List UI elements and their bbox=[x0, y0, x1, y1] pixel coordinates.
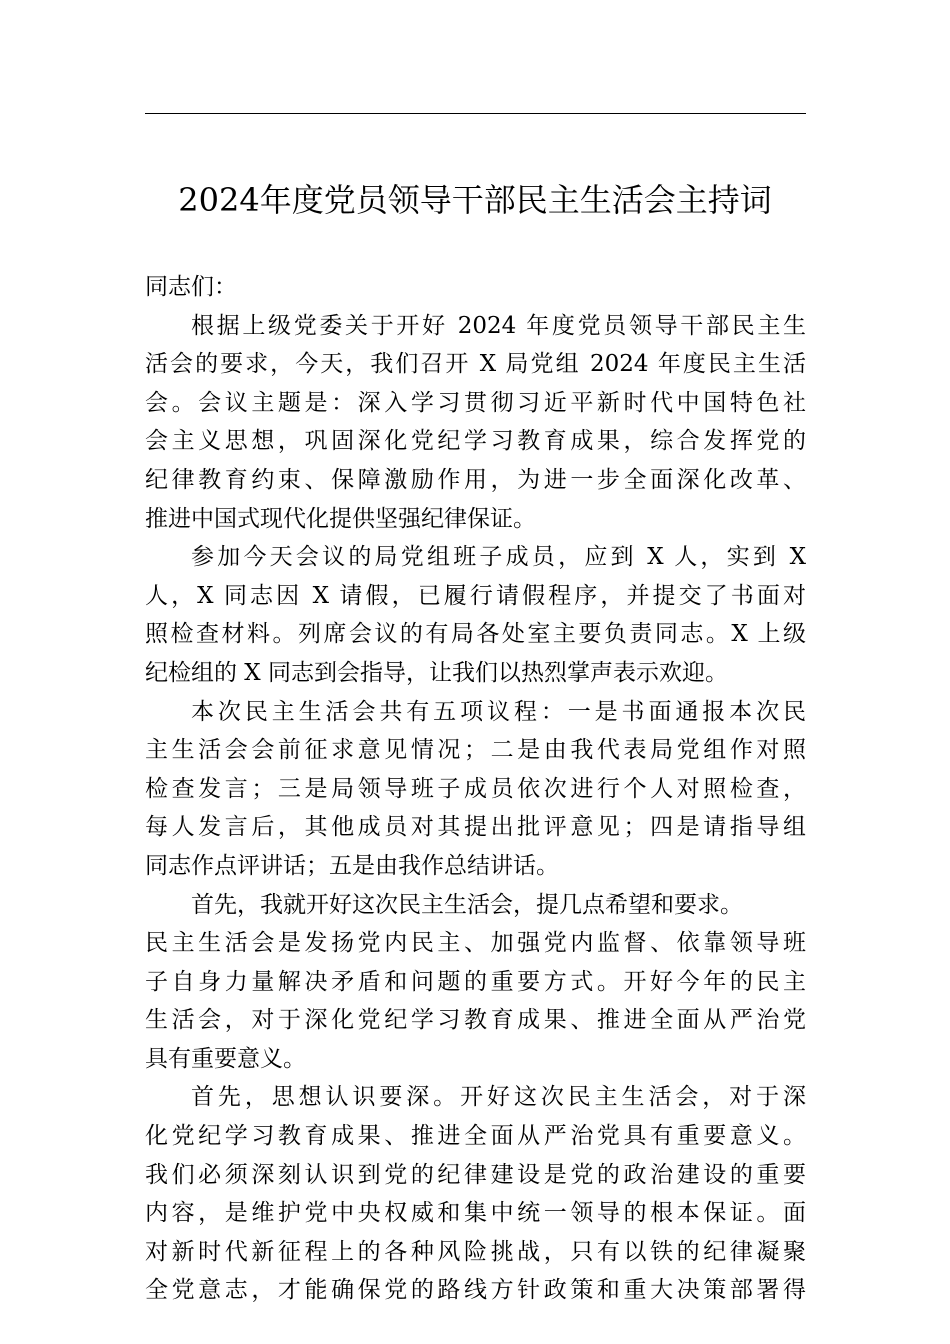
paragraph-line: 会主义思想，巩固深化党纪学习教育成果，综合发挥党的 bbox=[145, 428, 806, 455]
document-title: 2024年度党员领导干部民主生活会主持词 bbox=[178, 181, 772, 219]
paragraph-line: 根据上级党委关于开好 2024 年度党员领导干部民主生 bbox=[191, 312, 806, 339]
paragraph-line: 人，X 同志因 X 请假，已履行请假程序，并提交了书面对 bbox=[145, 582, 806, 609]
paragraph-line: 同志作点评讲话；五是由我作总结讲话。 bbox=[145, 852, 559, 879]
paragraph-3 bbox=[145, 693, 806, 886]
header-rule bbox=[145, 113, 806, 114]
paragraph-line: 具有重要意义。 bbox=[145, 1045, 306, 1072]
paragraph-line: 子自身力量解决矛盾和问题的重要方式。开好今年的民主 bbox=[145, 968, 806, 995]
paragraph-line: 纪检组的 X 同志到会指导，让我们以热烈掌声表示欢迎。 bbox=[145, 659, 728, 686]
document-body bbox=[145, 268, 806, 1310]
paragraph-1 bbox=[145, 307, 806, 539]
paragraph-line: 内容，是维护党中央权威和集中统一领导的根本保证。面 bbox=[145, 1200, 806, 1227]
paragraph-2 bbox=[145, 538, 806, 692]
paragraph-line: 会。会议主题是：深入学习贯彻习近平新时代中国特色社 bbox=[145, 389, 806, 416]
paragraph-line: 推进中国式现代化提供坚强纪律保证。 bbox=[145, 505, 536, 532]
paragraph-line: 生活会，对于深化党纪学习教育成果、推进全面从严治党 bbox=[145, 1007, 806, 1034]
paragraph-line: 每人发言后，其他成员对其提出批评意见；四是请指导组 bbox=[145, 814, 806, 841]
paragraph-line: 纪律教育约束、保障激励作用，为进一步全面深化改革、 bbox=[145, 466, 806, 493]
paragraph-5 bbox=[145, 1078, 806, 1310]
paragraph-line: 本次民主生活会共有五项议程：一是书面通报本次民 bbox=[191, 698, 806, 725]
paragraph-line: 检查发言；三是局领导班子成员依次进行个人对照检查， bbox=[145, 775, 806, 802]
paragraph-line: 化党纪学习教育成果、推进全面从严治党具有重要意义。 bbox=[145, 1123, 806, 1150]
paragraph-line: 首先，我就开好这次民主生活会，提几点希望和要求。 bbox=[191, 891, 743, 918]
paragraph-line: 全党意志，才能确保党的路线方针政策和重大决策部署得 bbox=[145, 1277, 806, 1304]
paragraph-line: 照检查材料。列席会议的有局各处室主要负责同志。X 上级 bbox=[145, 621, 806, 648]
paragraph-line: 对新时代新征程上的各种风险挑战，只有以铁的纪律凝聚 bbox=[145, 1238, 806, 1265]
paragraph-line: 首先，思想认识要深。开好这次民主生活会，对于深 bbox=[191, 1084, 806, 1111]
paragraph-line: 参加今天会议的局党组班子成员，应到 X 人，实到 X bbox=[191, 544, 806, 571]
paragraph-4 bbox=[145, 886, 806, 1079]
paragraph-line: 我们必须深刻认识到党的纪律建设是党的政治建设的重要 bbox=[145, 1161, 806, 1188]
paragraph-line: 主生活会会前征求意见情况；二是由我代表局党组作对照 bbox=[145, 737, 806, 764]
salutation: 同志们： bbox=[145, 274, 237, 300]
paragraph-line: 活会的要求，今天，我们召开 X 局党组 2024 年度民主生活 bbox=[145, 351, 806, 378]
paragraph-line: 民主生活会是发扬党内民主、加强党内监督、依靠领导班 bbox=[145, 930, 806, 957]
